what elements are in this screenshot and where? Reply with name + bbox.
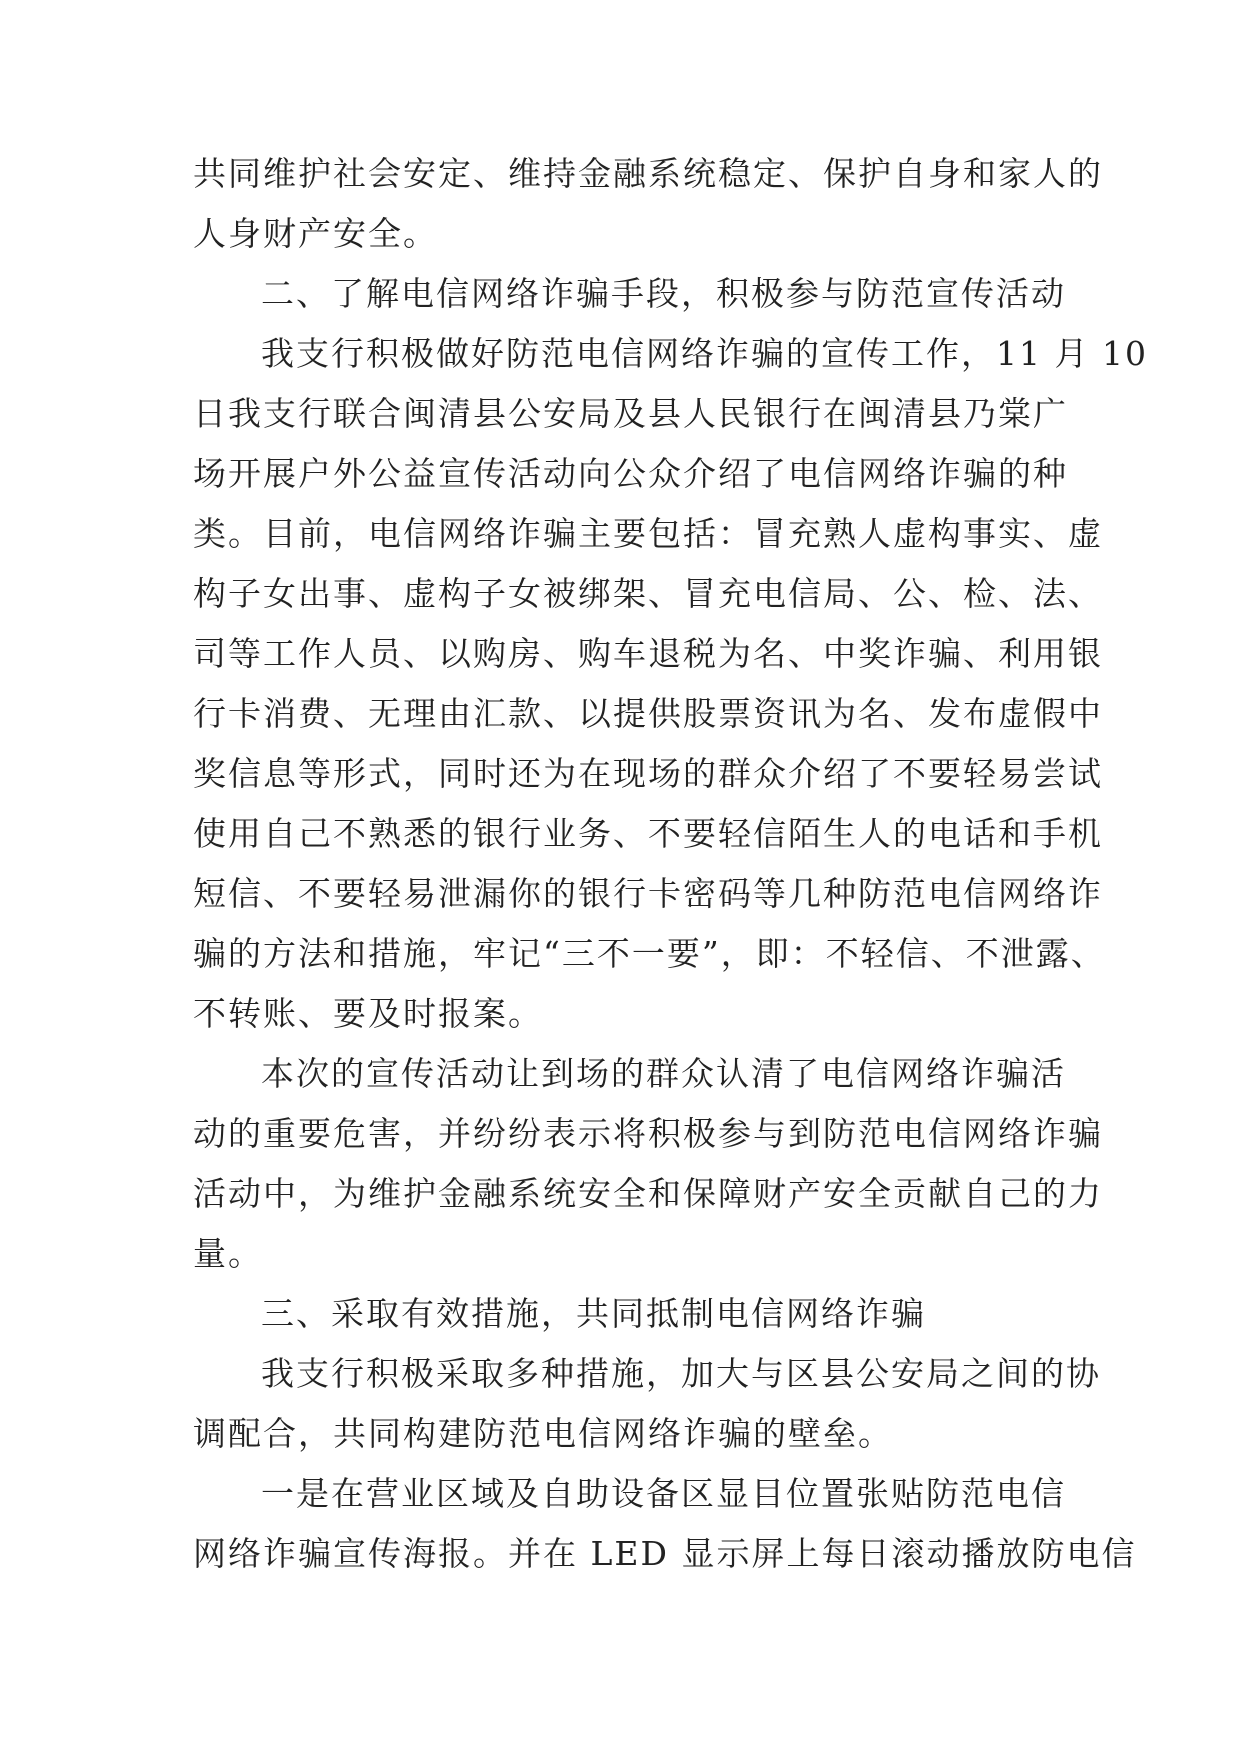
- body-line: 行卡消费、无理由汇款、以提供股票资讯为名、发布虚假中: [193, 694, 1103, 733]
- document-body: [193, 144, 1148, 1584]
- body-line: 网络诈骗宣传海报。并在 LED 显示屏上每日滚动播放防电信: [193, 1534, 1137, 1573]
- body-line: 我支行积极采取多种措施，加大与区县公安局之间的协: [261, 1354, 1101, 1393]
- body-line: 类。目前，电信网络诈骗主要包括：冒充熟人虚构事实、虚: [193, 514, 1103, 553]
- body-line: 量。: [193, 1234, 263, 1273]
- section-heading: 二、了解电信网络诈骗手段，积极参与防范宣传活动: [261, 274, 1066, 313]
- body-line: 一是在营业区域及自助设备区显目位置张贴防范电信: [261, 1474, 1066, 1513]
- body-line: 不转账、要及时报案。: [193, 994, 543, 1033]
- body-line: 骗的方法和措施，牢记“三不一要”，即：不轻信、不泄露、: [193, 934, 1106, 973]
- body-line: 奖信息等形式，同时还为在现场的群众介绍了不要轻易尝试: [193, 754, 1103, 793]
- body-line: 活动中，为维护金融系统安全和保障财产安全贡献自己的力: [193, 1174, 1103, 1213]
- body-line: 短信、不要轻易泄漏你的银行卡密码等几种防范电信网络诈: [193, 874, 1103, 913]
- body-line: 日我支行联合闽清县公安局及县人民银行在闽清县乃棠广: [193, 394, 1068, 433]
- body-line: 构子女出事、虚构子女被绑架、冒充电信局、公、检、法、: [193, 574, 1103, 613]
- body-line: 动的重要危害，并纷纷表示将积极参与到防范电信网络诈骗: [193, 1114, 1103, 1153]
- body-line: 使用自己不熟悉的银行业务、不要轻信陌生人的电话和手机: [193, 814, 1103, 853]
- body-line: 人身财产安全。: [193, 214, 438, 253]
- body-line: 场开展户外公益宣传活动向公众介绍了电信网络诈骗的种: [193, 454, 1068, 493]
- body-line: 共同维护社会安定、维持金融系统稳定、保护自身和家人的: [193, 154, 1103, 193]
- body-line: 本次的宣传活动让到场的群众认清了电信网络诈骗活: [261, 1054, 1066, 1093]
- body-line: 调配合，共同构建防范电信网络诈骗的壁垒。: [193, 1414, 893, 1453]
- body-line: 司等工作人员、以购房、购车退税为名、中奖诈骗、利用银: [193, 634, 1103, 673]
- section-heading: 三、采取有效措施，共同抵制电信网络诈骗: [261, 1294, 926, 1333]
- body-line: 我支行积极做好防范电信网络诈骗的宣传工作，11 月 10: [261, 334, 1148, 373]
